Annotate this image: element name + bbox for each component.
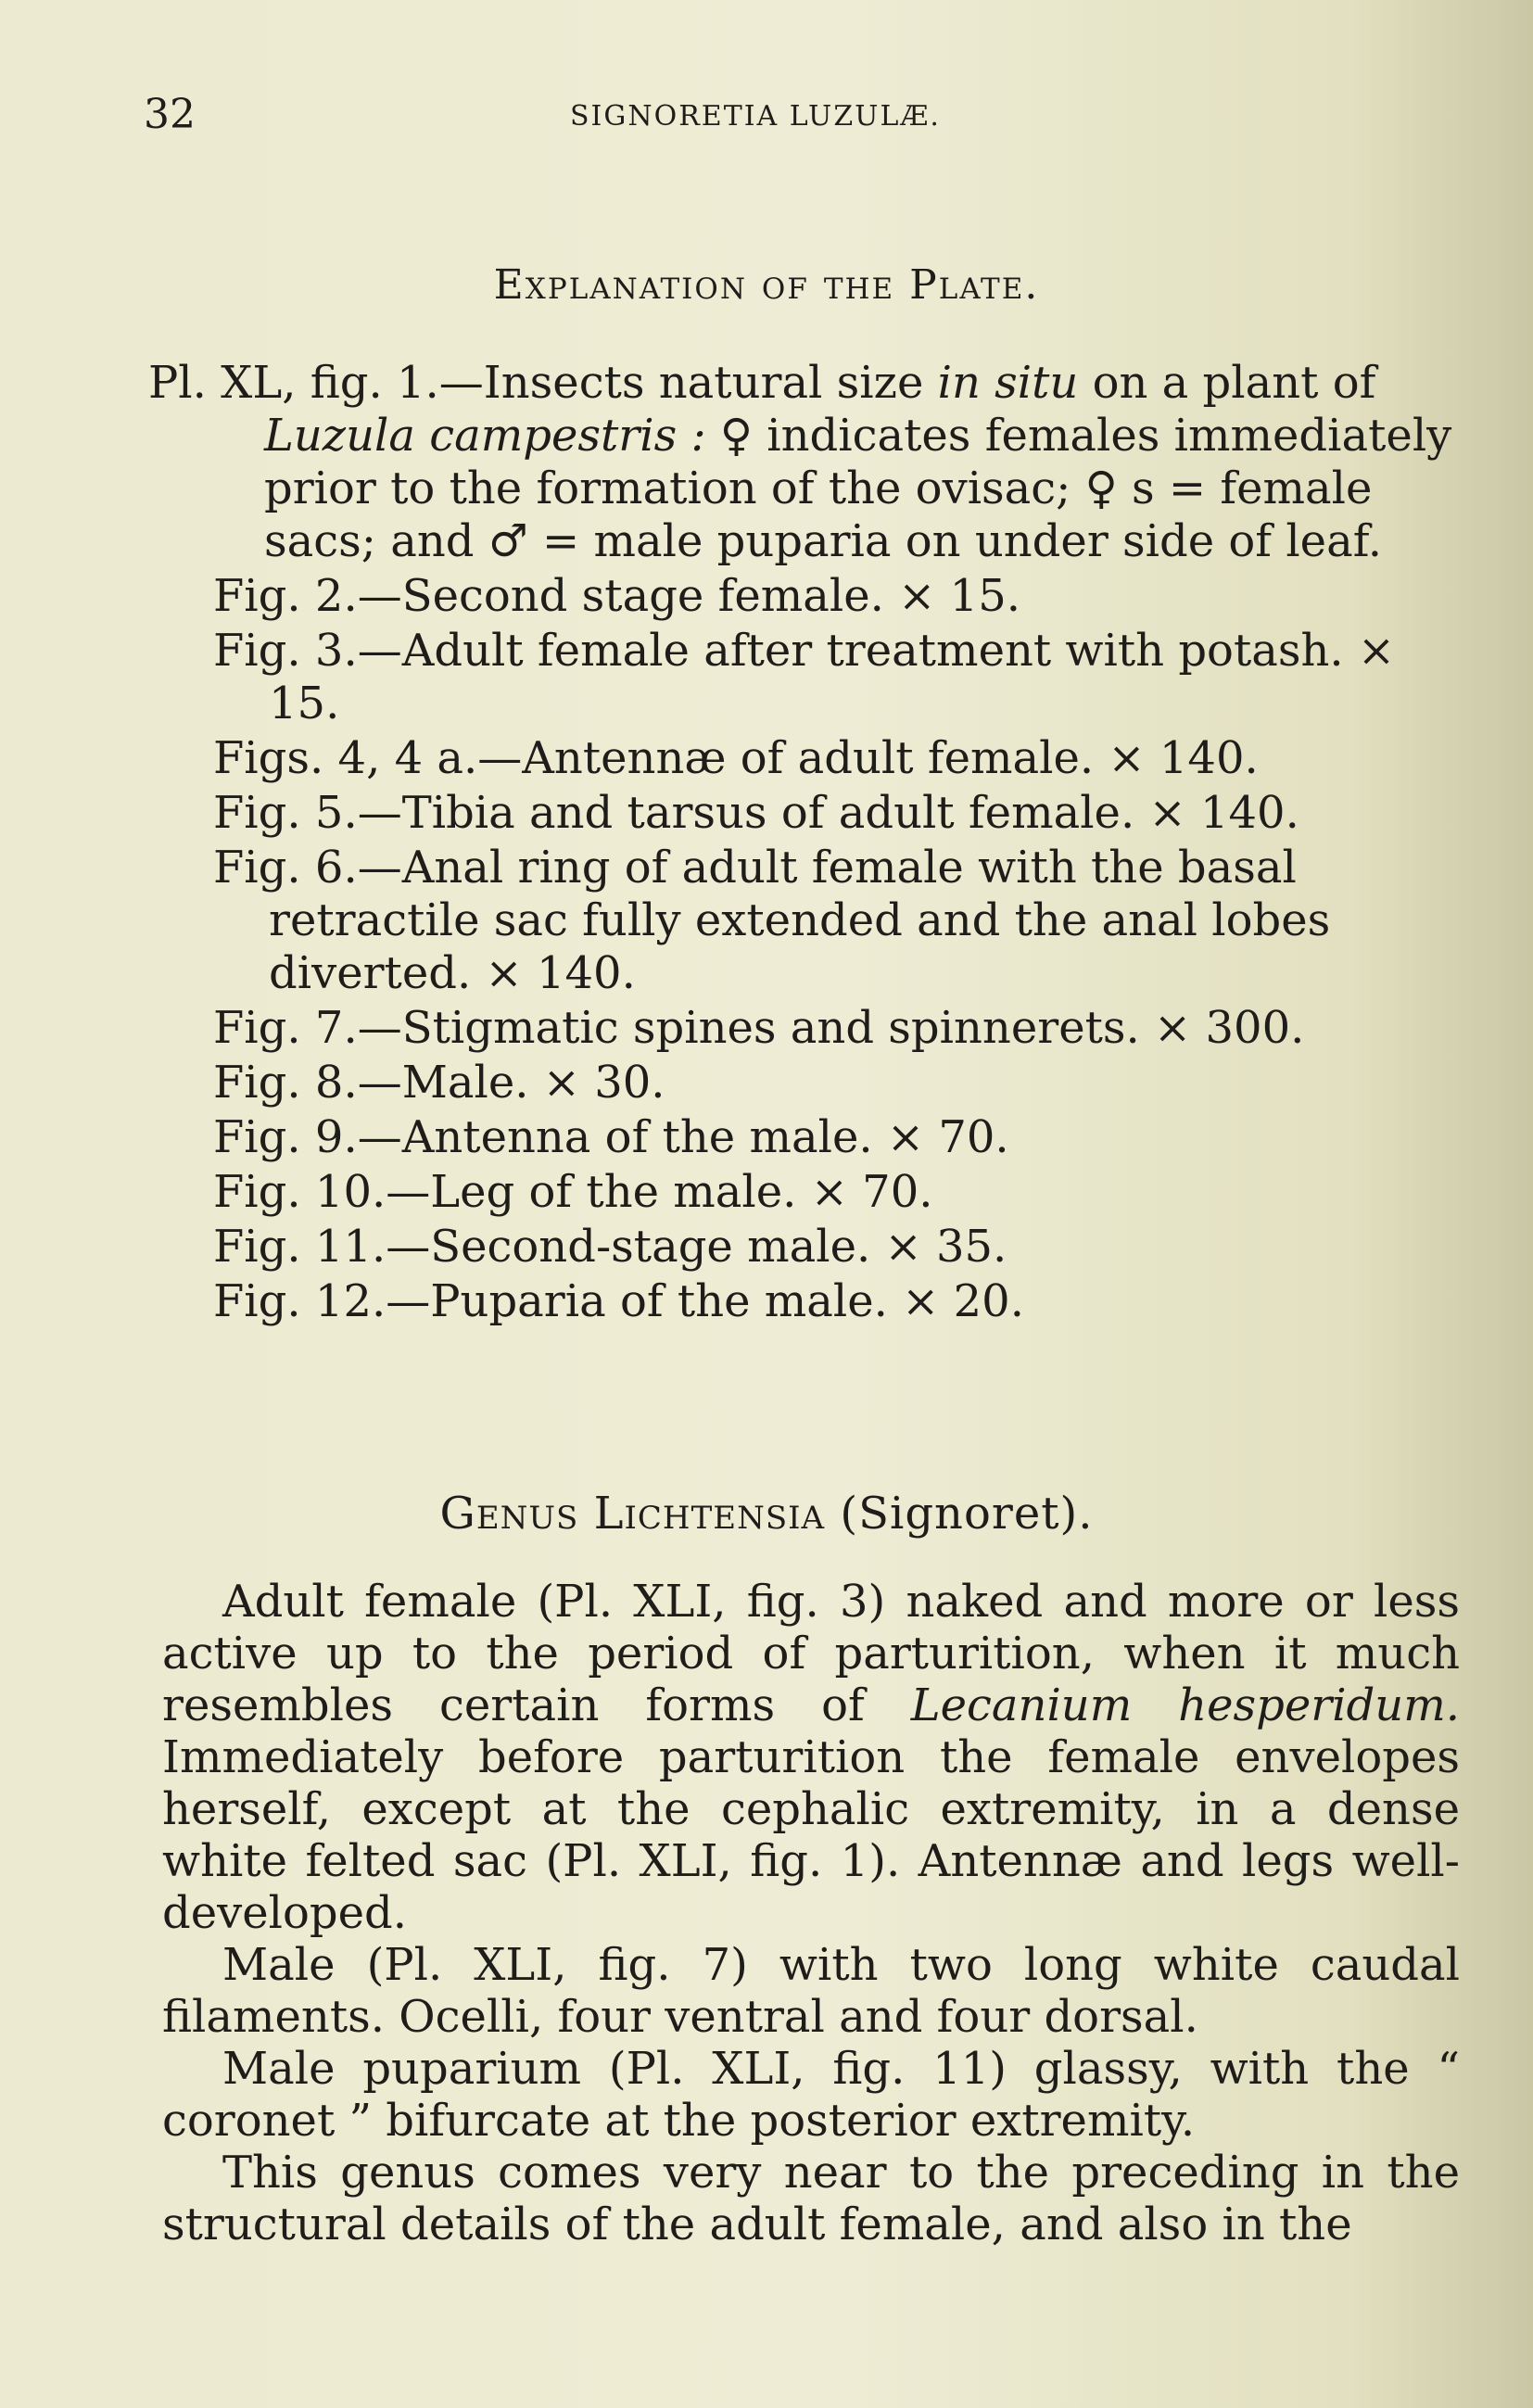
plate-entry-fig-5: Fig. 5.—Tibia and tarsus of adult female. × 140. (213, 787, 1299, 839)
paragraph-1 (162, 1576, 1460, 1939)
plate-entry-fig-8: Fig. 8.—Male. × 30. (213, 1057, 665, 1109)
plate-entry-fig-2: Fig. 2.—Second stage female. × 15. (213, 570, 1020, 622)
paragraph-3: Male puparium (Pl. XLI, fig. 11) glassy, with the “ coronet ” bifurcate at the posterior extremity. (162, 2043, 1460, 2147)
paragraph-1-text-b: Immediately before parturition the female envelopes herself, except at the cephalic extremity, in a dense white felted sac (Pl. XLI, fig. 1). Antennæ and legs well-developed. (162, 1731, 1460, 1939)
genus-title (0, 1488, 1533, 1540)
genus-description (162, 1576, 1460, 2250)
plate-entry-fig-6: Fig. 6.—Anal ring of adult female with the basal retractile sac fully extended and the anal lobes diverted. × 140. (213, 842, 1331, 999)
fig1-prefix: Pl. XL, fig. 1.—Insects natural size (148, 357, 938, 409)
plate-entry-fig-1 (148, 357, 1464, 568)
page-number: 32 (144, 91, 196, 138)
fig1-mid: on a plant of (1078, 357, 1376, 409)
page-header (144, 91, 1460, 146)
explanation-title: Explanation of the Plate. (493, 261, 1040, 309)
fig1-italic-species: Luzula campestris : (264, 410, 706, 462)
plate-entry-fig-12: Fig. 12.—Puparia of the male. × 20. (213, 1275, 1024, 1327)
paragraph-1-text-a: Adult female (Pl. XLI, fig. 3) naked and more or less active up to the period of parturition, when it much resembles certain forms of (162, 1576, 1460, 1731)
genus-name: Genus Lichtensia (439, 1488, 826, 1540)
paragraph-2: Male (Pl. XLI, fig. 7) with two long white caudal filaments. Ocelli, four ventral and four dorsal. (162, 1939, 1460, 2043)
fig1-italic-in-situ: in situ (937, 357, 1079, 409)
plate-explanation (148, 357, 1464, 1330)
plate-entry-fig-9: Fig. 9.—Antenna of the male. × 70. (213, 1111, 1009, 1163)
plate-entry-fig-11: Fig. 11.—Second-stage male. × 35. (213, 1221, 1007, 1273)
plate-entry-fig-7: Fig. 7.—Stigmatic spines and spinnerets. × 300. (213, 1002, 1305, 1054)
plate-entry-fig-3: Fig. 3.—Adult female after treatment with potash. × 15. (213, 625, 1396, 729)
plate-entry-fig-10: Fig. 10.—Leg of the male. × 70. (213, 1166, 933, 1218)
paragraph-1-italic: Lecanium hesperidum. (910, 1679, 1460, 1731)
genus-author: (Signoret). (825, 1488, 1094, 1540)
fig1-rest: ♀ indicates females immediately prior to the formation of the ovisac; ♀ s = female sacs; and ♂ = male puparia on under side of leaf. (264, 410, 1452, 567)
paragraph-4: This genus comes very near to the preceding in the structural details of the adult female, and also in the (162, 2147, 1460, 2250)
plate-entry-fig-4: Figs. 4, 4 a.—Antennæ of adult female. × 140. (213, 732, 1259, 784)
running-head: SIGNORETIA LUZULÆ. (570, 100, 941, 133)
